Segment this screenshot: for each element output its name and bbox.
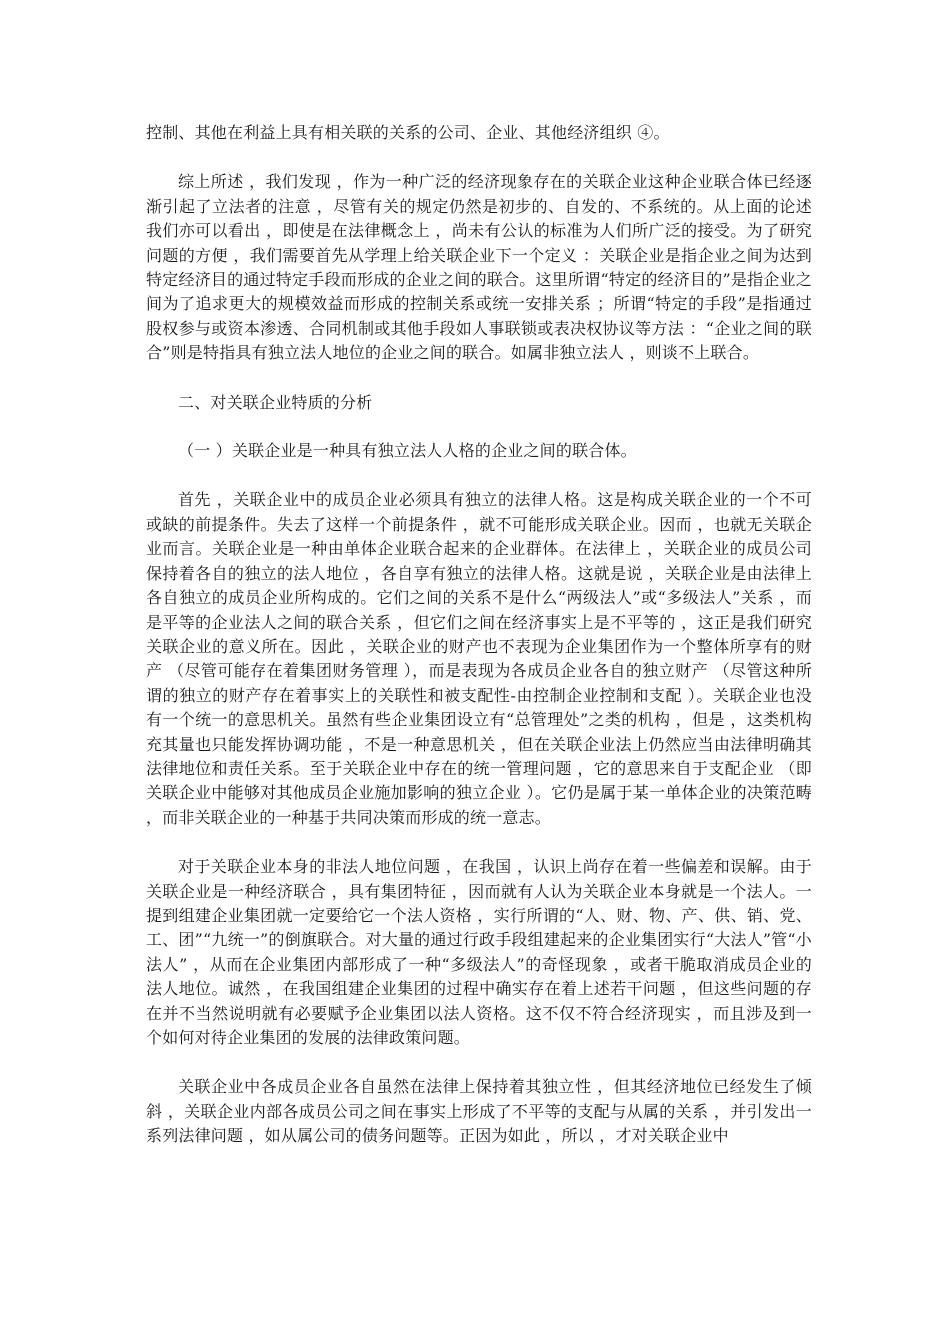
- paragraph-non-legal-person-status: 对于关联企业本身的非法人地位问题 ，在我国 ，认识上尚存在着一些偏差和误解。由于关联企业是一种经济联合 ，具有集团特征 ，因而就有人认为关联企业本身就是一个法人。一提到组建企业集团就一定要给它一个法人资格 ，实行所谓的“人、财、物、产、供、销、党、工、团”“九统一”的倒旗联合。对大量的通过行政手段组建起来的企业集团实行“大法人”管“小法人” ，从而在企业集团内部形成了一种“多级法人”的奇怪现象 ，或者干脆取消成员企业的法人地位。诚然 ，在我国组建企业集团的过程中确实存在着上述若干问题 ，但这些问题的存在并不当然说明就有必要赋予企业集团以法人资格。这不仅不符合经济现实 ，而且涉及到一个如何对待企业集团的发展的法律政策问题。: [146, 857, 812, 1047]
- paragraph-gap: [146, 145, 812, 170]
- section-heading: 二、对关联企业特质的分析: [178, 392, 373, 412]
- paragraph-economic-inequality: 关联企业中各成员企业各自虽然在法律上保持着其独立性 ，但其经济地位已经发生了倾斜 ，关联企业内部各成员公司之间在事实上形成了不平等的支配与从属的关系 ，并引发出一系列法律问题 ，如从属公司的债务问题等。正因为如此 ，所以 ，才对关联企业中: [146, 1077, 812, 1146]
- paragraph-gap: [146, 830, 812, 855]
- paragraph-gap: [146, 1050, 812, 1075]
- paragraph-legal-personality: 首先 ，关联企业中的成员企业必须具有独立的法律人格。这是构成关联企业的一个不可或缺的前提条件。失去了这样一个前提条件 ，就不可能形成关联企业。因而 ，也就无关联企业而言。关联企业是一种由单体企业联合起来的企业群体。在法律上 ，关联企业的成员公司保持着各自的独立的法人地位 ，各自享有独立的法律人格。这就是说 ，关联企业是由法律上各自独立的成员企业所构成的。它们之间的关系不是什么“两级法人”或“多级法人”关系 ，而是平等的企业法人之间的联合关系 ，但它们之间在经济事实上是不平等的 ，这正是我们研究关联企业的意义所在。因此 ，关联企业的财产也不表现为企业集团作为一个整体所享有的财产 （尽管可能存在着集团财务管理 ），而是表现为各成员企业各自的独立财产 （尽管这种所谓的独立的财产存在着事实上的关联性和被支配性-由控制企业控制和支配 ）。关联企业也没有一个统一的意思机关。虽然有些企业集团设立有“总管理处”之类的机构 ，但是 ，这类机构充其量也只能发挥协调功能 ，不是一种意思机关 ，但在关联企业法上仍然应当由法律明确其法律地位和责任关系。至于关联企业中存在的统一管理问题 ，它的意思来自于支配企业 （即关联企业中能够对其他成员企业施加影响的独立企业 ）。它仍是属于某一单体企业的决策范畴 ，而非关联企业的一种基于共同决策而形成的统一意志。: [146, 490, 812, 827]
- paragraph-gap: [146, 463, 812, 488]
- document-body: [146, 121, 812, 1149]
- paragraph-gap: [146, 415, 812, 439]
- subsection-heading: （一 ）关联企业是一种具有独立法人人格的企业之间的联合体。: [178, 441, 637, 461]
- paragraph-continuation: 控制、其他在利益上具有相关联的关系的公司、企业、其他经济组织 ④。: [146, 123, 670, 142]
- paragraph-gap: [146, 366, 812, 391]
- paragraph-definition: 综上所述 ，我们发现 ，作为一种广泛的经济现象存在的关联企业这种企业联合体已经逐渐引起了立法者的注意 ，尽管有关的规定仍然是初步的、自发的、不系统的。从上面的论述我们亦可以看出 ，即使是在法律概念上 ，尚未有公认的标准为人们所广泛的接受。为了研究问题的方便 ，我们需要首先从学理上给关联企业下一个定义 ：关联企业是指企业之间为达到特定经济目的通过特定手段而形成的企业之间的联合。这里所谓“特定的经济目的”是指企业之间为了追求更大的规模效益而形成的控制关系或统一安排关系 ；所谓“特定的手段”是指通过股权参与或资本渗透、合同机制或其他手段如人事联锁或表决权协议等方法 ：“企业之间的联合”则是特指具有独立法人地位的企业之间的联合。如属非独立法人 ，则谈不上联合。: [146, 172, 812, 363]
